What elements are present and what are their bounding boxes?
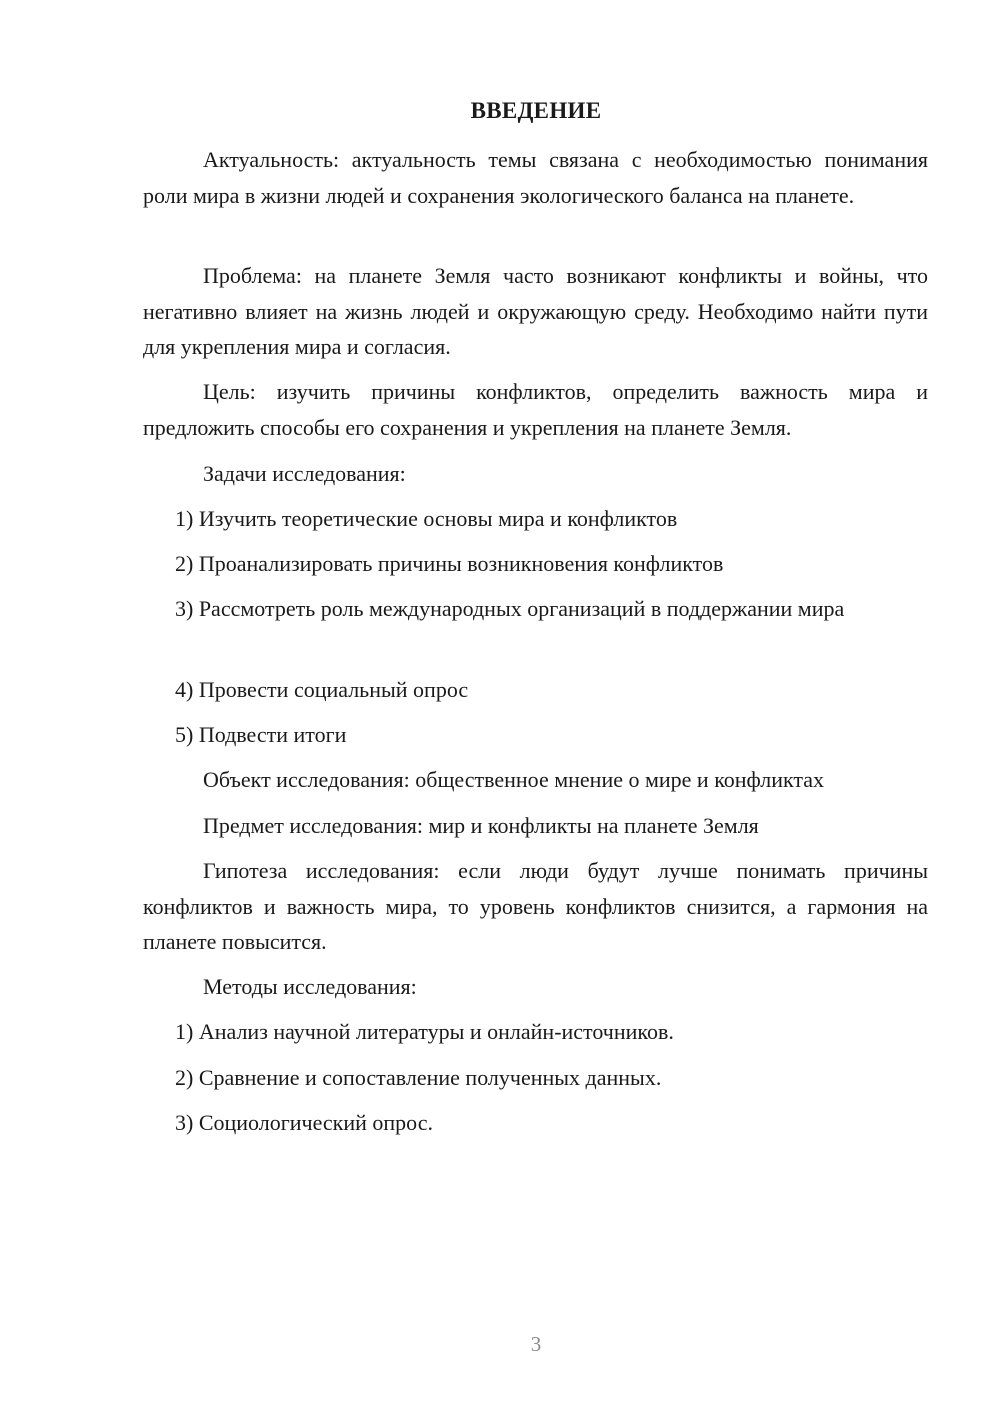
task-item: 3) Рассмотреть роль международных организаций в поддержании мира xyxy=(175,596,845,621)
task-item: 1) Изучить теоретические основы мира и конфликтов xyxy=(175,506,678,531)
object-paragraph: Объект исследования: общественное мнение о мире и конфликтах xyxy=(203,767,825,792)
goal-paragraph: Цель: изучить причины конфликтов, определить важность мира и предложить способы его сохранения и укрепления на планете Земля. xyxy=(143,379,928,440)
method-item: 3) Социологический опрос. xyxy=(175,1110,433,1135)
subject-paragraph: Предмет исследования: мир и конфликты на планете Земля xyxy=(203,813,759,838)
method-item: 1) Анализ научной литературы и онлайн-источников. xyxy=(175,1019,674,1044)
task-item: 5) Подвести итоги xyxy=(175,722,347,747)
hypothesis-paragraph: Гипотеза исследования: если люди будут лучше понимать причины конфликтов и важность мира, то уровень конфликтов снизится, а гармония на планете повысится. xyxy=(143,858,928,954)
problem-paragraph: Проблема: на планете Земля часто возникают конфликты и войны, что негативно влияет на жизнь людей и окружающую среду. Необходимо найти пути для укрепления мира и согласия. xyxy=(143,263,928,359)
task-item: 2) Проанализировать причины возникновения конфликтов xyxy=(175,551,724,576)
tasks-heading: Задачи исследования: xyxy=(203,461,406,486)
section-title: ВВЕДЕНИЕ xyxy=(470,98,602,123)
method-item: 2) Сравнение и сопоставление полученных данных. xyxy=(175,1065,662,1090)
task-item: 4) Провести социальный опрос xyxy=(175,677,469,702)
methods-heading: Методы исследования: xyxy=(203,974,417,999)
page-number: 3 xyxy=(530,1332,542,1356)
relevance-paragraph: Актуальность: актуальность темы связана с необходимостью понимания роли мира в жизни людей и сохранения экологического баланса на планете. xyxy=(143,147,928,208)
